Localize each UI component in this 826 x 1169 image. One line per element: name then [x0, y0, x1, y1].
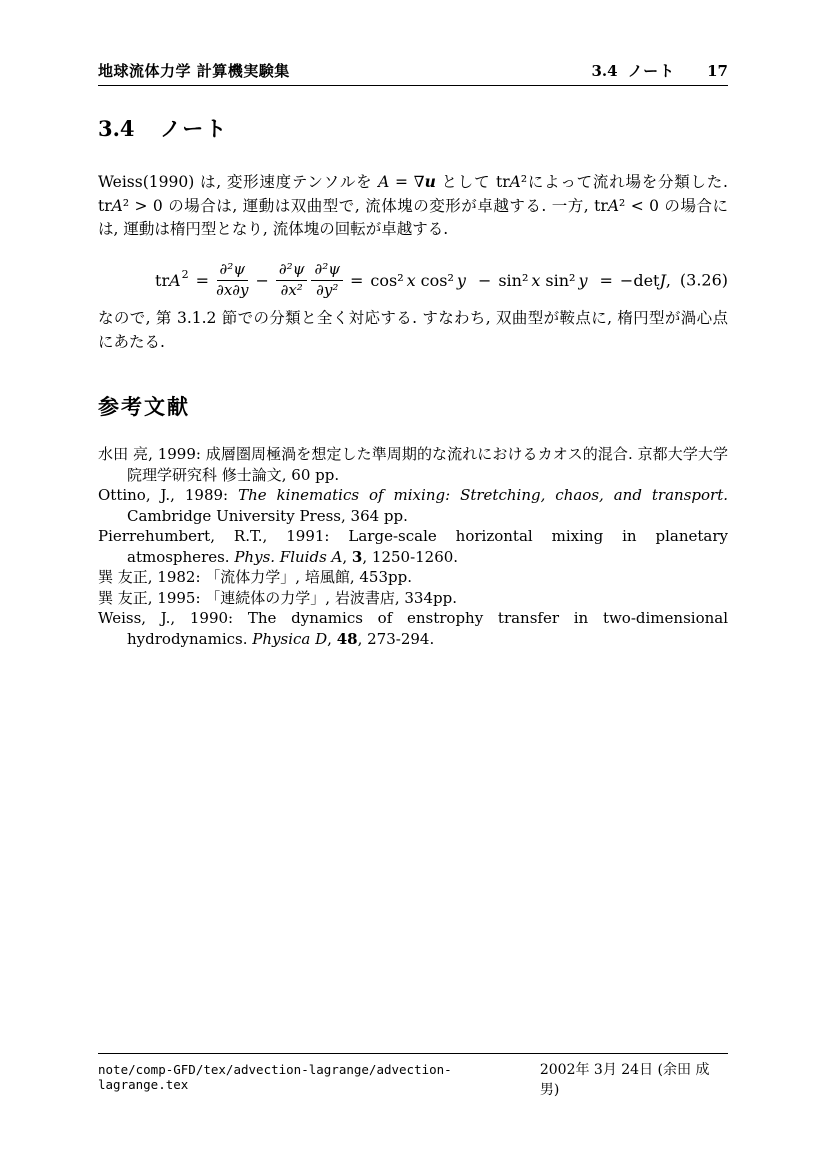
math-var-J: J [659, 270, 666, 290]
math-operator-det: −det [619, 270, 660, 290]
fraction-denominator: ∂x∂y [216, 280, 249, 299]
minus-sign: − [477, 270, 492, 290]
fraction-denominator: ∂x² [280, 280, 303, 299]
text-segment: , [342, 547, 352, 566]
page-content [98, 62, 728, 649]
equation-number: (3.26) [679, 270, 728, 290]
body-paragraph: なので, 第 3.1.2 節での分類と全く対応する. すなわち, 双曲型が鞍点に, 楕円型が渦心点にあたる. [98, 309, 728, 351]
text-segment: u [424, 172, 436, 191]
reference-item [98, 588, 728, 609]
text-segment: Cambridge University Press, 364 pp. [127, 506, 408, 525]
fraction-numerator: ∂²ψ [311, 261, 343, 280]
revision-date: 2002年 3月 24日 (余田 成男) [539, 1062, 710, 1098]
reference-item [98, 567, 728, 588]
text-segment: A [378, 173, 390, 191]
math-var-x: x [406, 270, 416, 290]
text-segment: Ottino, J., 1989: [98, 486, 239, 504]
text-segment: Pierrehumbert, R.T., 1991: Large-scale horizontal mixing in planetary atmospheres. [98, 527, 728, 566]
source-file-path: note/comp-GFD/tex/advection-lagrange/advection-lagrange.tex [98, 1062, 452, 1092]
text-segment: ² > 0 の場合は, 運動は双曲型で, 流体塊の変形が卓越する. 一方, tr [122, 196, 608, 215]
text-segment: として tr [435, 173, 510, 191]
math-cos-squared: cos² [420, 270, 454, 290]
math-cos-squared: cos² [370, 270, 404, 290]
header-section-name: ノート [627, 62, 676, 80]
reference-item [98, 526, 728, 567]
text-segment: Physica D [252, 629, 328, 648]
text-segment: = ∇ [389, 173, 425, 191]
math-var-y: y [578, 270, 588, 290]
reference-item [98, 444, 728, 485]
equals-sign: = [195, 270, 210, 290]
equals-sign: = [350, 270, 364, 290]
text-segment: A [607, 196, 620, 215]
references-heading: 参考文献 [98, 395, 190, 419]
math-comma: , [665, 270, 671, 290]
text-segment: Phys. Fluids A [234, 547, 343, 566]
text-segment: 3 [351, 547, 363, 566]
references-list [98, 444, 728, 649]
text-segment: 水田 亮, 1999: 成層圏周極渦を想定した準周期的な流れにおけるカオス的混合. 京都大学大学院理学研究科 修士論文, 60 pp. [98, 445, 728, 484]
text-segment: A [509, 173, 521, 191]
math-sin-squared: sin² [545, 270, 576, 290]
fraction-dx2 [276, 261, 308, 299]
header-right-group [591, 62, 728, 81]
text-segment: , 1250-1260. [362, 547, 459, 566]
text-segment: The kinematics of mixing: Stretching, chaos, and transport. [238, 486, 728, 504]
text-segment: Weiss, J., 1990: The dynamics of enstrophy transfer in two-dimensional hydrodynamics. [98, 609, 728, 648]
display-equation [98, 257, 728, 303]
fraction-dy2 [311, 261, 343, 299]
section-number: 3.4 [98, 116, 135, 141]
text-segment: , 273-294. [357, 629, 435, 648]
math-sin-squared: sin² [498, 270, 529, 290]
fraction-numerator: ∂²ψ [217, 261, 249, 280]
text-segment: 巽 友正, 1982: 「流体力学」, 培風館, 453pp. [98, 568, 412, 586]
text-segment: ²によって流れ場を分類した. tr [98, 173, 728, 215]
fraction-denominator: ∂y² [316, 280, 339, 299]
reference-item [98, 485, 728, 526]
text-segment: A [111, 196, 123, 215]
equation-body [155, 261, 671, 299]
text-segment: ² < 0 の場合には, 運動は楕円型となり, 流体塊の回転が卓越する. [98, 196, 728, 238]
page-footer [98, 1053, 728, 1099]
fraction-numerator: ∂²ψ [276, 261, 308, 280]
text-segment: , [327, 629, 337, 648]
body-paragraph [98, 170, 728, 242]
header-section-number: 3.4 [591, 62, 618, 80]
math-operator-tr: tr [155, 270, 170, 290]
math-var-x: x [531, 270, 541, 290]
text-segment: 48 [336, 629, 358, 648]
text-segment: 巽 友正, 1995: 「連続体の力学」, 岩波書店, 334pp. [98, 588, 457, 607]
reference-item [98, 608, 728, 649]
math-var-A: A [169, 270, 181, 290]
running-header [98, 62, 728, 86]
section-heading [98, 116, 728, 142]
math-exponent: 2 [181, 267, 189, 281]
document-title: 地球流体力学 計算機実験集 [98, 62, 290, 80]
text-segment: Weiss(1990) は, 変形速度テンソルを [98, 173, 379, 191]
minus-sign: − [255, 270, 269, 290]
page-number: 17 [707, 62, 728, 80]
math-var-y: y [456, 270, 466, 290]
section-title: ノート [159, 117, 229, 141]
fraction-dxdy [216, 261, 248, 299]
equals-sign: = [599, 270, 613, 290]
